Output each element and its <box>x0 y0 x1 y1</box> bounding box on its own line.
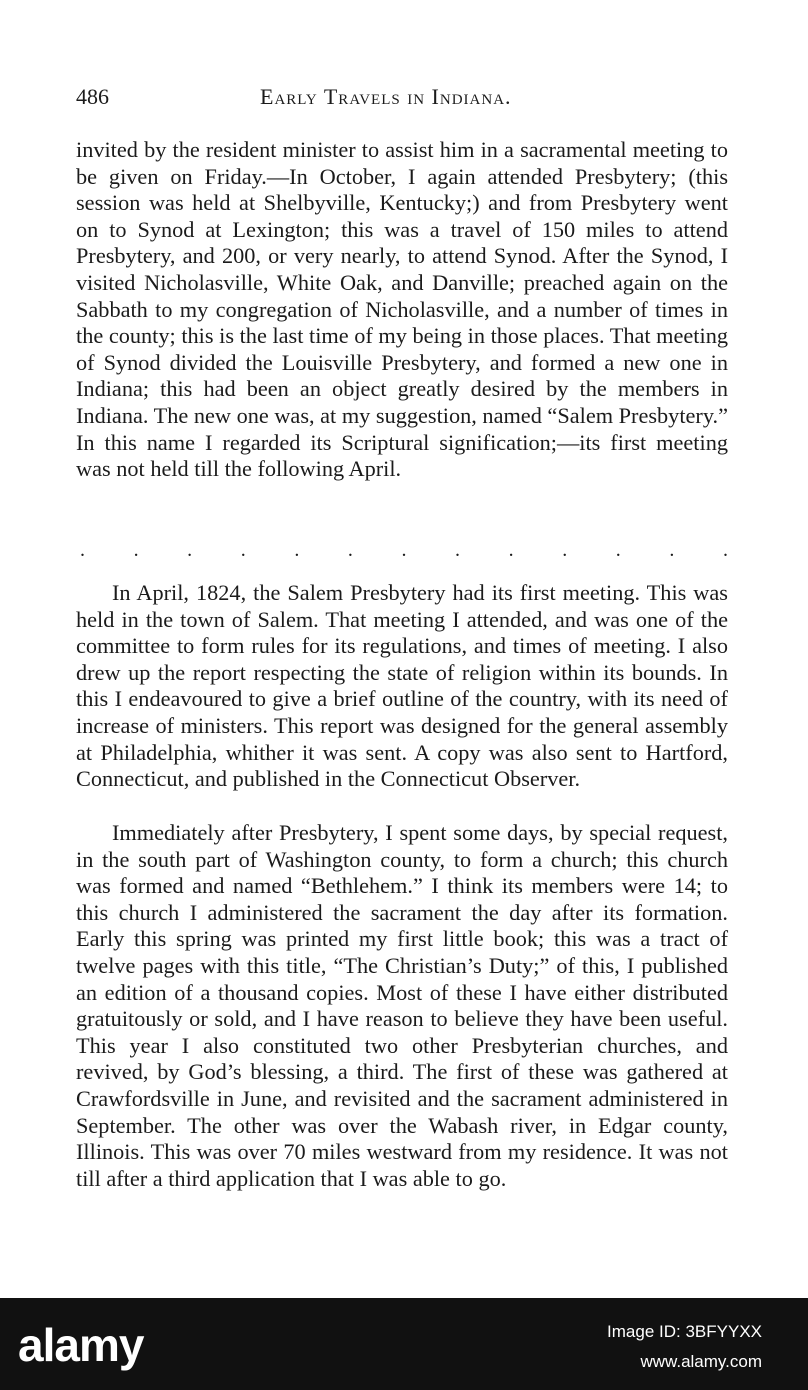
site-url: www.alamy.com <box>640 1352 762 1371</box>
image-id: Image ID: 3BFYYXX <box>607 1322 762 1341</box>
paragraph-text: invited by the resident minister to assist him in a sacramental meeting to be given on Friday.—In October, I again attended Presbytery; (this session was held at Shelbyville, Kentucky;) and from Presbytery went on to Synod at Lexington; this was a travel of 150 miles to attend Presbytery, and 200, or very nearly, to attend Synod. After the Synod, I visited Nicholasville, White Oak, and Danville; preached again on the Sabbath to my congregation of Nicholasville, and a number of times in the county; this is the last time of my being in those places. That meeting of Synod divided the Louisville Presbytery, and formed a new one in Indiana; this had been an object greatly desired by the members in Indiana. The new one was, at my suggestion, named “Salem Presbytery.” In this name I regarded its Scriptural signification;—its first meeting was not held till the following April. <box>76 137 729 482</box>
ellipsis-dot: . <box>187 539 193 561</box>
ellipsis-dot: . <box>455 539 461 561</box>
ellipsis-dot: . <box>669 539 675 561</box>
page-number: 486 <box>76 84 109 109</box>
ellipsis-dot: . <box>347 539 353 561</box>
ellipsis-dot: . <box>722 539 728 561</box>
running-title: Early Travels in Indiana. <box>260 84 512 109</box>
ellipsis-dot: . <box>401 539 407 561</box>
ellipsis-dot: . <box>562 539 568 561</box>
paragraph-text: In April, 1824, the Salem Presbytery had its first meeting. This was held in the town of Salem. That meeting I attended, and was one of the committee to form rules for its regulations, and times of meeting. I also drew up the report respecting the state of religion within its bounds. In this I endeavoured to give a brief outline of the country, with its need of increase of ministers. This report was designed for the general assembly at Philadelphia, whither it was sent. A copy was also sent to Hartford, Connecticut, and published in the Connecticut Observer. <box>76 580 728 792</box>
ellipsis-dot: . <box>508 539 514 561</box>
alamy-logo: alamy <box>18 1319 144 1371</box>
ellipsis-dot: . <box>80 539 85 561</box>
ellipsis-dot: . <box>615 539 621 561</box>
paragraph-2 <box>76 580 728 793</box>
ellipsis-dot: . <box>294 539 300 561</box>
ellipsis-dot: . <box>133 539 139 561</box>
paragraph-3 <box>76 820 728 1192</box>
ellipsis-divider <box>80 540 728 560</box>
paragraph-1 <box>76 137 728 483</box>
running-head <box>76 84 728 114</box>
paragraph-text: Immediately after Presbytery, I spent some days, by special request, in the south part of Washington county, to form a church; this church was formed and named “Bethlehem.” I think its members were 14; to this church I administered the sacrament the day after its formation. Early this spring was printed my first little book; this was a tract of twelve pages with this title, “The Christian’s Duty;” of this, I published an edition of a thousand copies. Most of these I have either distributed gratuitously or sold, and I have reason to believe they have been useful. This year I also constituted two other Presbyterian churches, and revived, by God’s blessing, a third. The first of these was gathered at Crawfordsville in June, and revisited and the sacrament administered in September. The other was over the Wabash river, in Edgar county, Illinois. This was over 70 miles westward from my residence. It was not till after a third application that I was able to go. <box>76 820 728 1191</box>
ellipsis-dot: . <box>240 539 246 561</box>
